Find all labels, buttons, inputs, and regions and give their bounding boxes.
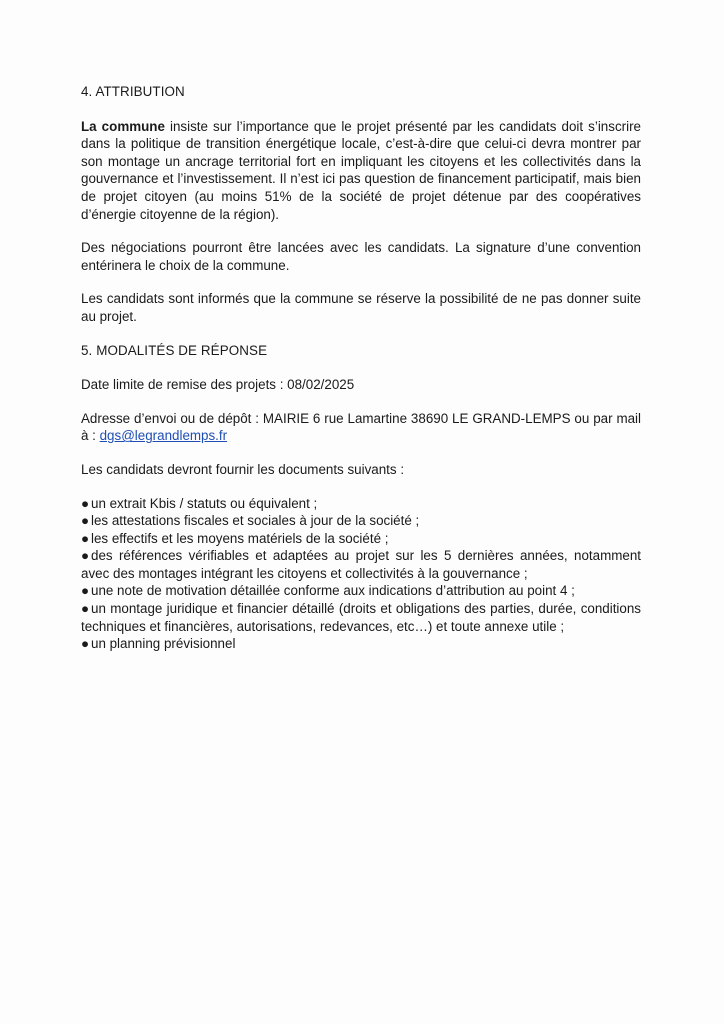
bullet-icon: ● (81, 583, 90, 599)
list-item: ● les effectifs et les moyens matériels de la société ; (81, 530, 389, 546)
bullet-icon: ● (81, 636, 90, 652)
address-paragraph (81, 410, 641, 445)
list-item: ● les attestations fiscales et sociales à jour de la société ; (81, 513, 420, 529)
list-item: ● des références vérifiables et adaptées au projet sur les 5 dernières années, notamment avec des montages intégrant les citoyens et collectivités à la gouvernance ; (81, 548, 641, 581)
attribution-lead: La commune (81, 118, 165, 134)
bullet-icon: ● (81, 530, 90, 546)
list-item: ● un planning prévisionnel (81, 636, 236, 652)
documents-list (81, 495, 641, 653)
reservation-paragraph: Les candidats sont informés que la commune se réserve la possibilité de ne pas donner suite au projet. (81, 291, 641, 324)
email-link[interactable]: dgs@legrandlemps.fr (99, 428, 228, 444)
attribution-text: insiste sur l’importance que le projet présenté par les candidats doit s’inscrire dans la politique de transition énergétique locale, c’est-à-dire que celui-ci devra montrer par son montage un ancrage territorial fort en impliquant les citoyens et les collectivités dans la gouvernance et l’investissement. Il n’est ici pas question de financement participatif, mais bien de projet citoyen (au moins 51% de la société de projet détenue par des coopératives d’énergie citoyenne de la région). (81, 118, 641, 222)
bullet-icon: ● (81, 513, 90, 529)
page-content (81, 83, 641, 653)
bullet-icon: ● (81, 495, 90, 511)
bullet-icon: ● (81, 548, 90, 564)
bullet-icon: ● (81, 601, 90, 617)
list-item: ● une note de motivation détaillée conforme aux indications d’attribution au point 4 ; (81, 583, 575, 599)
section-5-heading: 5. MODALITÉS DE RÉPONSE (81, 342, 268, 358)
deadline-text: Date limite de remise des projets : 08/02/2025 (81, 377, 355, 393)
section-4-heading: 4. ATTRIBUTION (81, 84, 185, 99)
attribution-paragraph (81, 118, 641, 224)
negotiation-paragraph: Des négociations pourront être lancées avec les candidats. La signature d’une convention entérinera le choix de la commune. (81, 240, 641, 273)
address-text: Adresse d’envoi ou de dépôt : MAIRIE 6 rue Lamartine 38690 LE GRAND-LEMPS ou par mail à : (81, 410, 641, 444)
list-item: ● un montage juridique et financier détaillé (droits et obligations des parties, durée, conditions techniques et financières, autorisations, redevances, etc…) et toute annexe utile ; (81, 601, 641, 634)
list-item: ● un extrait Kbis / statuts ou équivalent ; (81, 495, 318, 511)
documents-intro: Les candidats devront fournir les documents suivants : (81, 461, 405, 477)
